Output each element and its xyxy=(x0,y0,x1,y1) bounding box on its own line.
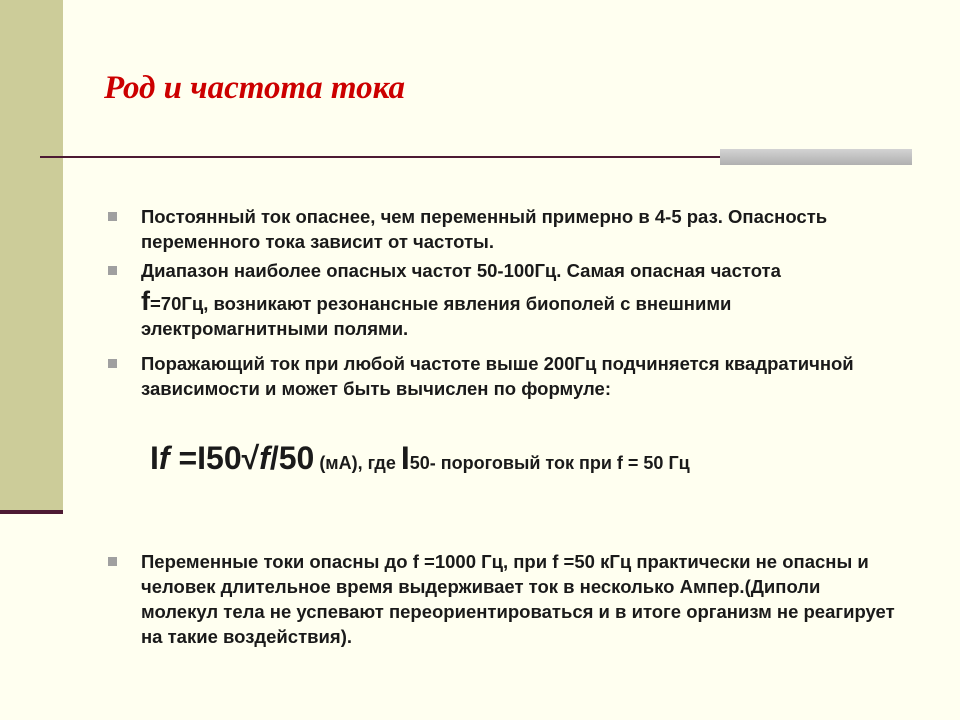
bullet-item-3 xyxy=(108,351,898,401)
square-bullet-icon xyxy=(108,212,117,221)
formula-threshold-symbol: I xyxy=(400,440,410,476)
formula-i50: =I50 xyxy=(169,440,242,476)
bullet-item-4 xyxy=(108,549,898,649)
bullet-text: Постоянный ток опаснее, чем переменный примерно в 4-5 раз. Опасность переменного тока зависит от частоты. xyxy=(141,206,828,252)
bullet-item-1 xyxy=(108,204,898,254)
formula-f-subscript: f xyxy=(158,440,170,476)
formula-divisor: /50 xyxy=(269,440,315,476)
square-bullet-icon xyxy=(108,359,117,368)
formula-f-numerator: f xyxy=(259,440,270,476)
square-bullet-icon xyxy=(108,266,117,275)
slide-title: Род и частота тока xyxy=(104,70,406,106)
bullet-text-rest: =70Гц, возникают резонансные явления биополей с внешними электромагнитными полями. xyxy=(141,293,732,339)
left-band-bottom-rule xyxy=(0,510,63,514)
sqrt-symbol: √ xyxy=(241,440,260,476)
bullet-text-line2 xyxy=(141,286,898,341)
bullet-text-line1: Диапазон наиболее опасных частот 50-100Гц. Самая опасная частота xyxy=(141,260,781,281)
frequency-symbol: f xyxy=(141,286,150,316)
formula-threshold-desc: 50- пороговый ток при f = 50 Гц xyxy=(409,453,690,473)
bullet-text: Переменные токи опасны до f =1000 Гц, при f =50 кГц практически не опасны и человек длительное время выдерживает ток в несколько Ампер.(Диполи молекул тела не успевают переориентироваться и в итоге организм не реагирует на такие воздействия). xyxy=(141,551,895,647)
formula-current-symbol: I xyxy=(150,440,159,476)
left-decorative-band xyxy=(0,0,63,513)
current-formula xyxy=(150,440,690,477)
bullet-text: Поражающий ток при любой частоте выше 200Гц подчиняется квадратичной зависимости и может быть вычислен по формуле: xyxy=(141,353,854,399)
square-bullet-icon xyxy=(108,557,117,566)
bullet-text xyxy=(141,258,898,341)
bullet-item-2 xyxy=(108,258,898,341)
formula-unit: (мА), где xyxy=(314,453,401,473)
title-rule-accent xyxy=(720,149,912,165)
